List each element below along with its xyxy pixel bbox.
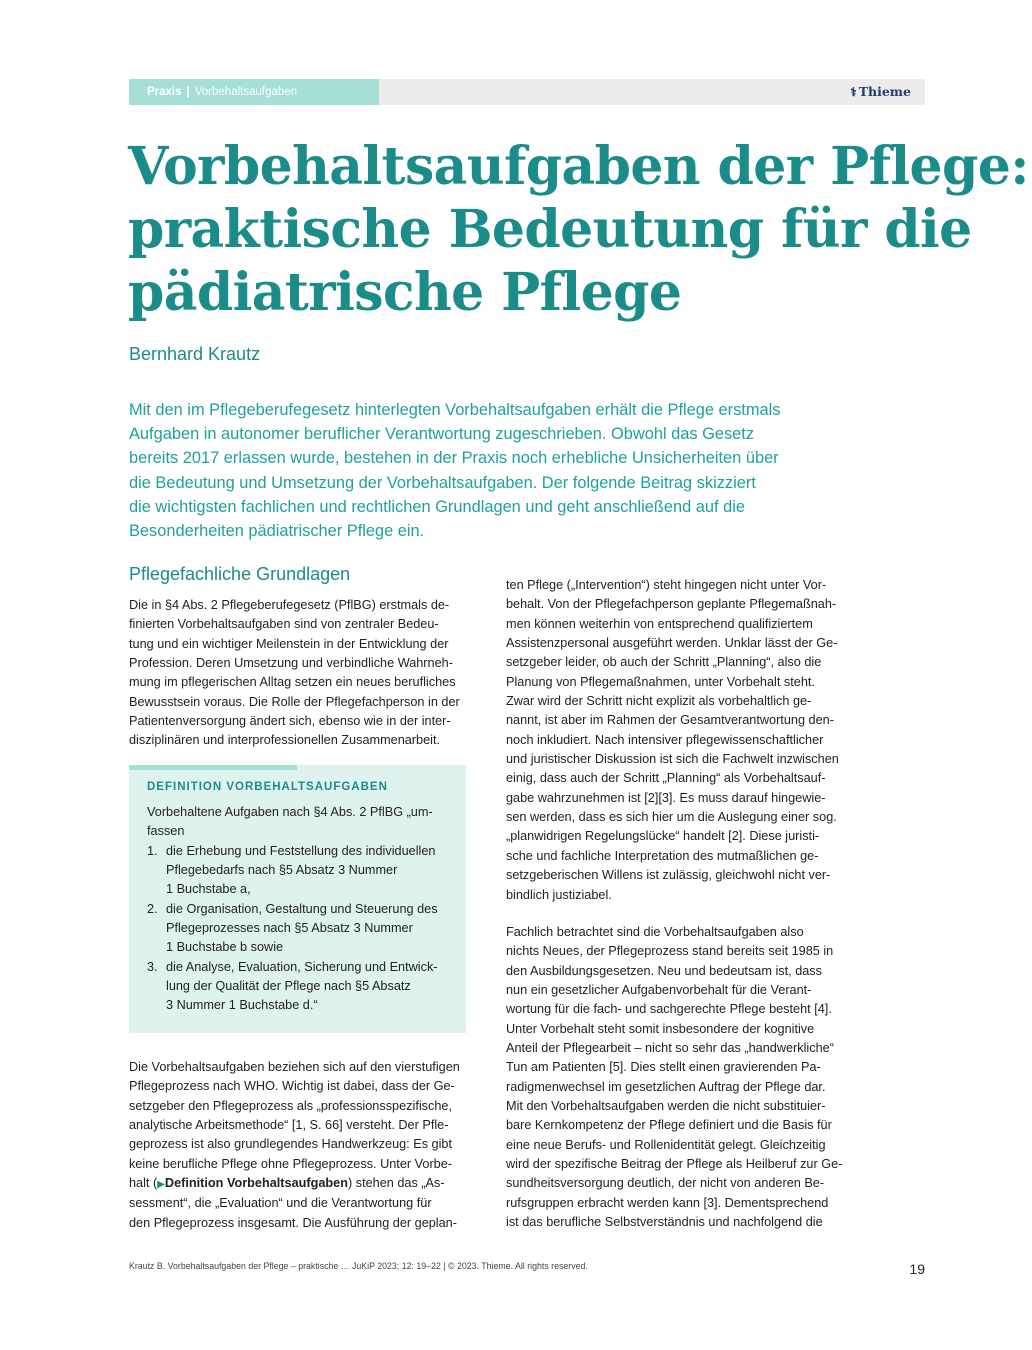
section-label: Praxis: [147, 86, 182, 98]
definition-reference-link[interactable]: Definition Vorbehaltsaufgaben: [164, 1176, 348, 1191]
text-line: bare Kernkompetenz der Pflege definiert und die Basis für: [506, 1118, 832, 1133]
text-line: noch inkludiert. Nach intensiver pflegewissenschaftlicher: [506, 732, 824, 747]
reference-arrow-icon[interactable]: ▶: [157, 1179, 165, 1191]
publisher-logo: [850, 79, 911, 105]
section-heading: Pflegefachliche Grundlagen: [129, 564, 351, 584]
text-line: Pflegeprozess nach WHO. Wichtig ist dabei, dass der Ge-: [129, 1079, 455, 1094]
text-line: Unter Vorbehalt steht somit insbesondere der kognitive: [506, 1021, 815, 1036]
lead-line: die wichtigsten fachlichen und rechtlichen Grundlagen und geht anschließend auf die: [129, 497, 745, 516]
text-line: wortung für die fach- und sachgerechte Pflege besteht [4].: [506, 1002, 832, 1017]
text-line: Assistenzpersonal ausgeführt werden. Unklar lässt der Ge-: [506, 636, 838, 651]
definition-intro-line: Vorbehaltene Aufgaben nach §4 Abs. 2 PflBG „um-: [147, 805, 433, 819]
text-line: und juristischer Diskussion ist sich die Fachwelt inzwischen: [506, 752, 839, 767]
lead-line: Besonderheiten pädiatrischer Pflege ein.: [129, 522, 425, 541]
text-line: sche und fachliche Interpretation des mutmaßlichen ge-: [506, 848, 819, 863]
text-line: ist das berufliche Selbstverständnis und nachfolgend die: [506, 1215, 823, 1230]
text-line: den Pflegeprozess insgesamt. Die Ausführung der geplan-: [129, 1215, 457, 1230]
text-line: Planung von Pflegemaßnahmen, unter Vorbehalt steht.: [506, 674, 815, 689]
text-line: setzgeber den Pflegeprozess als „professionsspezifische,: [129, 1098, 452, 1113]
item-number: 1.: [147, 843, 158, 858]
right-paragraph-1: [506, 576, 846, 905]
footer-citation: Krautz B. Vorbehaltsaufgaben der Pflege – praktische … JuKiP 2023; 12: 19–22 | © 2023. Thieme. All rights reserved.: [129, 1261, 588, 1271]
text-line: nun ein gesetzlicher Aufgabenvorbehalt für die Verant-: [506, 983, 812, 998]
header-separator: |: [186, 86, 190, 98]
text-line: disziplinären und interprofessionellen Zusammenarbeit.: [129, 733, 441, 748]
text-line: Zwar wird der Schritt nicht explizit als vorbehaltlich ge-: [506, 694, 812, 709]
definition-title: DEFINITION VORBEHALTSAUFGABEN: [147, 781, 388, 793]
text-line: sundheitsversorgung deutlich, der nicht von anderen Be-: [506, 1176, 825, 1191]
text-line: bindlich justiziabel.: [506, 887, 612, 902]
item-text: Pflegeprozesses nach §5 Absatz 3 Nummer: [166, 921, 413, 936]
text-line: wird der spezifische Beitrag der Pflege als Heilberuf zur Ge-: [506, 1157, 843, 1172]
text-line: Mit den Vorbehaltsaufgaben werden die nicht substituier-: [506, 1099, 826, 1114]
text-line: eine neue Berufs- und Rollenidentität gelegt. Gleichzeitig: [506, 1137, 826, 1152]
text-line: „planwidrigen Regelungslücke“ handelt [2]. Diese juristi-: [506, 829, 820, 844]
item-text: 1 Buchstabe a,: [166, 882, 251, 897]
title-line: pädiatrische Pflege: [128, 262, 682, 323]
item-text: Pflegebedarfs nach §5 Absatz 3 Nummer: [166, 863, 398, 878]
item-text: 1 Buchstabe b sowie: [166, 940, 284, 955]
text-line: den Ausbildungsgesetzen. Neu und bedeutsam ist, dass: [506, 963, 822, 978]
text-line: men können weiterhin von entsprechend qualifiziertem: [506, 616, 813, 631]
ref-prefix: halt (: [129, 1176, 158, 1191]
text-line: geprozess ist also grundlegendes Handwerkzeug: Es gibt: [129, 1137, 453, 1152]
publisher-name: Thieme: [858, 84, 911, 99]
thieme-logo-icon: ⚕: [850, 85, 857, 99]
page-number: 19: [909, 1261, 925, 1277]
text-line: analytische Arbeitsmethode“ [1, S. 66] versteht. Der Pfle-: [129, 1118, 449, 1133]
text-line: Bewusstsein voraus. Die Rolle der Pflegefachperson in der: [129, 694, 460, 709]
text-line: Anteil der Pflegearbeit – nicht so sehr das „handwerkliche“: [506, 1041, 834, 1056]
text-line: keine berufliche Pflege ohne Pflegeprozess. Unter Vorbe-: [129, 1156, 453, 1171]
text-line-with-reference: [129, 1174, 467, 1194]
text-line: einig, dass auch der Schritt „Planning“ als Vorbehaltsauf-: [506, 771, 826, 786]
lead-line: die Bedeutung und Umsetzung der Vorbehaltsaufgaben. Der folgende Beitrag skizziert: [129, 473, 756, 492]
ref-suffix: ) stehen das „As-: [347, 1176, 445, 1191]
right-paragraph-2: [506, 923, 846, 1233]
running-header: [129, 79, 925, 105]
text-line: finierten Vorbehaltsaufgaben sind von zentraler Bedeu-: [129, 617, 439, 632]
definition-body: [147, 803, 457, 1016]
text-line: Profession. Deren Umsetzung und verbindliche Wahrneh-: [129, 656, 453, 671]
title-line: Vorbehaltsaufgaben der Pflege:: [128, 136, 1029, 197]
text-line: ten Pflege („Intervention“) steht hingegen nicht unter Vor-: [506, 578, 827, 592]
lead-paragraph: [129, 398, 859, 543]
definition-box: [129, 765, 466, 1033]
text-line: nannt, ist aber im Rahmen der Gesamtverantwortung den-: [506, 713, 834, 728]
item-text: die Erhebung und Feststellung des individuellen: [166, 843, 436, 858]
text-line: sessment“, die „Evaluation“ und die Verantwortung für: [129, 1196, 432, 1211]
item-text: die Organisation, Gestaltung und Steuerung des: [166, 901, 438, 916]
text-line: setzgeber leider, ob auch der Schritt „Planning“, also die: [506, 655, 822, 670]
definition-intro-line: fassen: [147, 824, 185, 839]
lead-line: Mit den im Pflegeberufegesetz hinterlegten Vorbehaltsaufgaben erhält die Pflege erstmals: [129, 401, 781, 419]
item-number: 2.: [147, 901, 158, 916]
text-line: gabe wahrzunehmen ist [2][3]. Es muss darauf hingewie-: [506, 790, 826, 805]
text-line: mung im pflegerischen Alltag setzen ein neues berufliches: [129, 675, 456, 690]
text-line: rufsgruppen erbracht werden kann [3]. Dementsprechend: [506, 1195, 829, 1210]
author-name: Bernhard Krautz: [129, 344, 261, 364]
item-text: 3 Nummer 1 Buchstabe d.“: [166, 998, 318, 1013]
text-line: setzgeberischen Willens ist zulässig, gleichwohl nicht ver-: [506, 868, 831, 883]
section-tag: [129, 79, 379, 105]
left-paragraph-2: [129, 1058, 467, 1233]
text-line: Die in §4 Abs. 2 Pflegeberufegesetz (PflBG) erstmals de-: [129, 598, 450, 612]
text-line: Patientenversorgung ändert sich, ebenso wie in der inter-: [129, 714, 451, 729]
item-number: 3.: [147, 959, 158, 974]
text-line: Tun am Patienten [5]. Dies stellt einen gravierenden Pa-: [506, 1060, 821, 1075]
definition-item-1: [147, 842, 457, 861]
item-text: lung der Qualität der Pflege nach §5 Absatz: [166, 979, 411, 994]
text-line: Die Vorbehaltsaufgaben beziehen sich auf den vierstufigen: [129, 1060, 460, 1074]
article-title: [128, 135, 1029, 324]
item-text: die Analyse, Evaluation, Sicherung und Entwick-: [166, 959, 438, 974]
lead-line: bereits 2017 erlassen wurde, bestehen in der Praxis noch erhebliche Unsicherheiten über: [129, 449, 779, 468]
left-paragraph-1: [129, 596, 467, 751]
definition-item-3: [147, 958, 457, 977]
text-line: sen werden, dass es sich hier um die Auslegung einer sog.: [506, 810, 837, 825]
text-line: behalt. Von der Pflegefachperson geplante Pflegemaßnah-: [506, 597, 837, 612]
lead-line: Aufgaben in autonomer beruflicher Verantwortung zugeschrieben. Obwohl das Gesetz: [129, 425, 755, 444]
definition-item-2: [147, 900, 457, 919]
definition-accent-bar: [129, 765, 297, 770]
text-line: nichts Neues, der Pflegeprozess stand bereits seit 1985 in: [506, 944, 834, 959]
title-line: praktische Bedeutung für die: [128, 199, 972, 260]
text-line: tung und ein wichtiger Meilenstein in der Entwicklung der: [129, 636, 449, 651]
topic-label: Vorbehaltsaufgaben: [194, 86, 298, 98]
text-line: Fachlich betrachtet sind die Vorbehaltsaufgaben also: [506, 925, 804, 939]
text-line: radigmenwechsel im gesetzlichen Auftrag der Pflege dar.: [506, 1079, 826, 1094]
